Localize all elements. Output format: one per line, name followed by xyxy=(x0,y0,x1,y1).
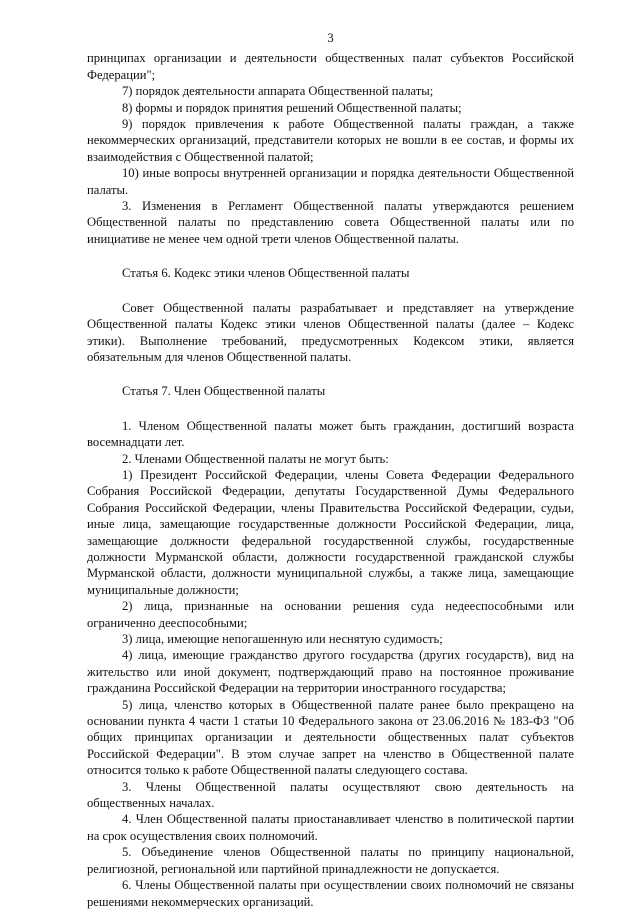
paragraph: 5. Объединение членов Общественной палаты по принципу национальной, религиозной, региональной или партийной принадлежности не допускается. xyxy=(87,845,574,876)
paragraph: Совет Общественной палаты разрабатывает и представляет на утверждение Общественной палаты Кодекс этики членов Общественной палаты (далее – Кодекс этики). Выполнение требований, предусмотренных Кодексом этики, является обязательным для членов Общественной палаты. xyxy=(87,300,574,364)
paragraph: 1. Членом Общественной палаты может быть гражданин, достигший возраста восемнадцати лет. xyxy=(87,418,574,450)
paragraph: 4. Член Общественной палаты приостанавливает членство в политической партии на срок осуществления своих полномочий. xyxy=(87,812,574,843)
paragraph: 5) лица, членство которых в Общественной палате ранее было прекращено на основании пункта 4 части 1 статьи 10 Федерального закона от 23.06.2016 № 183-ФЗ "Об общих принципах организации и деятельности общественных палат субъектов Российской Федерации". В этом случае запрет на членство в Общественной палате относится только к работе Общественной палаты следующего состава. xyxy=(87,697,574,778)
paragraph: 8) формы и порядок принятия решений Общественной палаты; xyxy=(122,100,462,115)
paragraph: 2. Членами Общественной палаты не могут быть: xyxy=(122,451,389,466)
paragraph: 3) лица, имеющие непогашенную или неснятую судимость; xyxy=(122,632,443,646)
paragraph: 4) лица, имеющие гражданство другого государства (других государств), вид на жительство или иной документ, подтверждающий право на постоянное проживание гражданина Российской Федерации на территории иностранного государства; xyxy=(87,648,574,696)
paragraph: 2) лица, признанные на основании решения суда недееспособными или ограниченно дееспособными; xyxy=(87,599,574,630)
paragraph-continuation: принципах организации и деятельности общественных палат субъектов Российской Федерации"; xyxy=(87,51,574,82)
paragraph: 1) Президент Российской Федерации, члены Совета Федерации Федерального Собрания Российской Федерации, депутаты Государственной Думы Федерального Собрания Российской Федерации, члены Правительства Российской Федерации, судьи, иные лица, замещающие государственные должности Российской Федерации, лица, замещающие должности федеральной государственной службы, государственные должности Мурманской области, должности государственной гражданской службы Мурманской области, должности муниципальной службы, а также лица, замещающие муниципальные должности; xyxy=(87,467,574,597)
paragraph: 10) иные вопросы внутренней организации и порядка деятельности Общественной палаты. xyxy=(87,166,574,197)
article-heading: Статья 6. Кодекс этики членов Общественной палаты xyxy=(122,266,410,281)
paragraph: 7) порядок деятельности аппарата Общественной палаты; xyxy=(122,84,434,99)
paragraph: 3. Члены Общественной палаты осуществляют свою деятельность на общественных началах. xyxy=(87,779,574,811)
paragraph: 6. Члены Общественной палаты при осуществлении своих полномочий не связаны решениями некоммерческих организаций. xyxy=(87,878,574,909)
paragraph: 9) порядок привлечения к работе Общественной палаты граждан, а также некоммерческих организаций, представители которых не вошли в ее состав, и формы их взаимодействия с Общественной палатой; xyxy=(87,117,574,164)
page-number: 3 xyxy=(327,31,334,45)
article-heading: Статья 7. Член Общественной палаты xyxy=(122,384,326,399)
paragraph: 3. Изменения в Регламент Общественной палаты утверждаются решением Общественной палаты по представлению совета Общественной палаты или по инициативе не менее чем одной трети членов Общественной палаты. xyxy=(87,199,574,246)
